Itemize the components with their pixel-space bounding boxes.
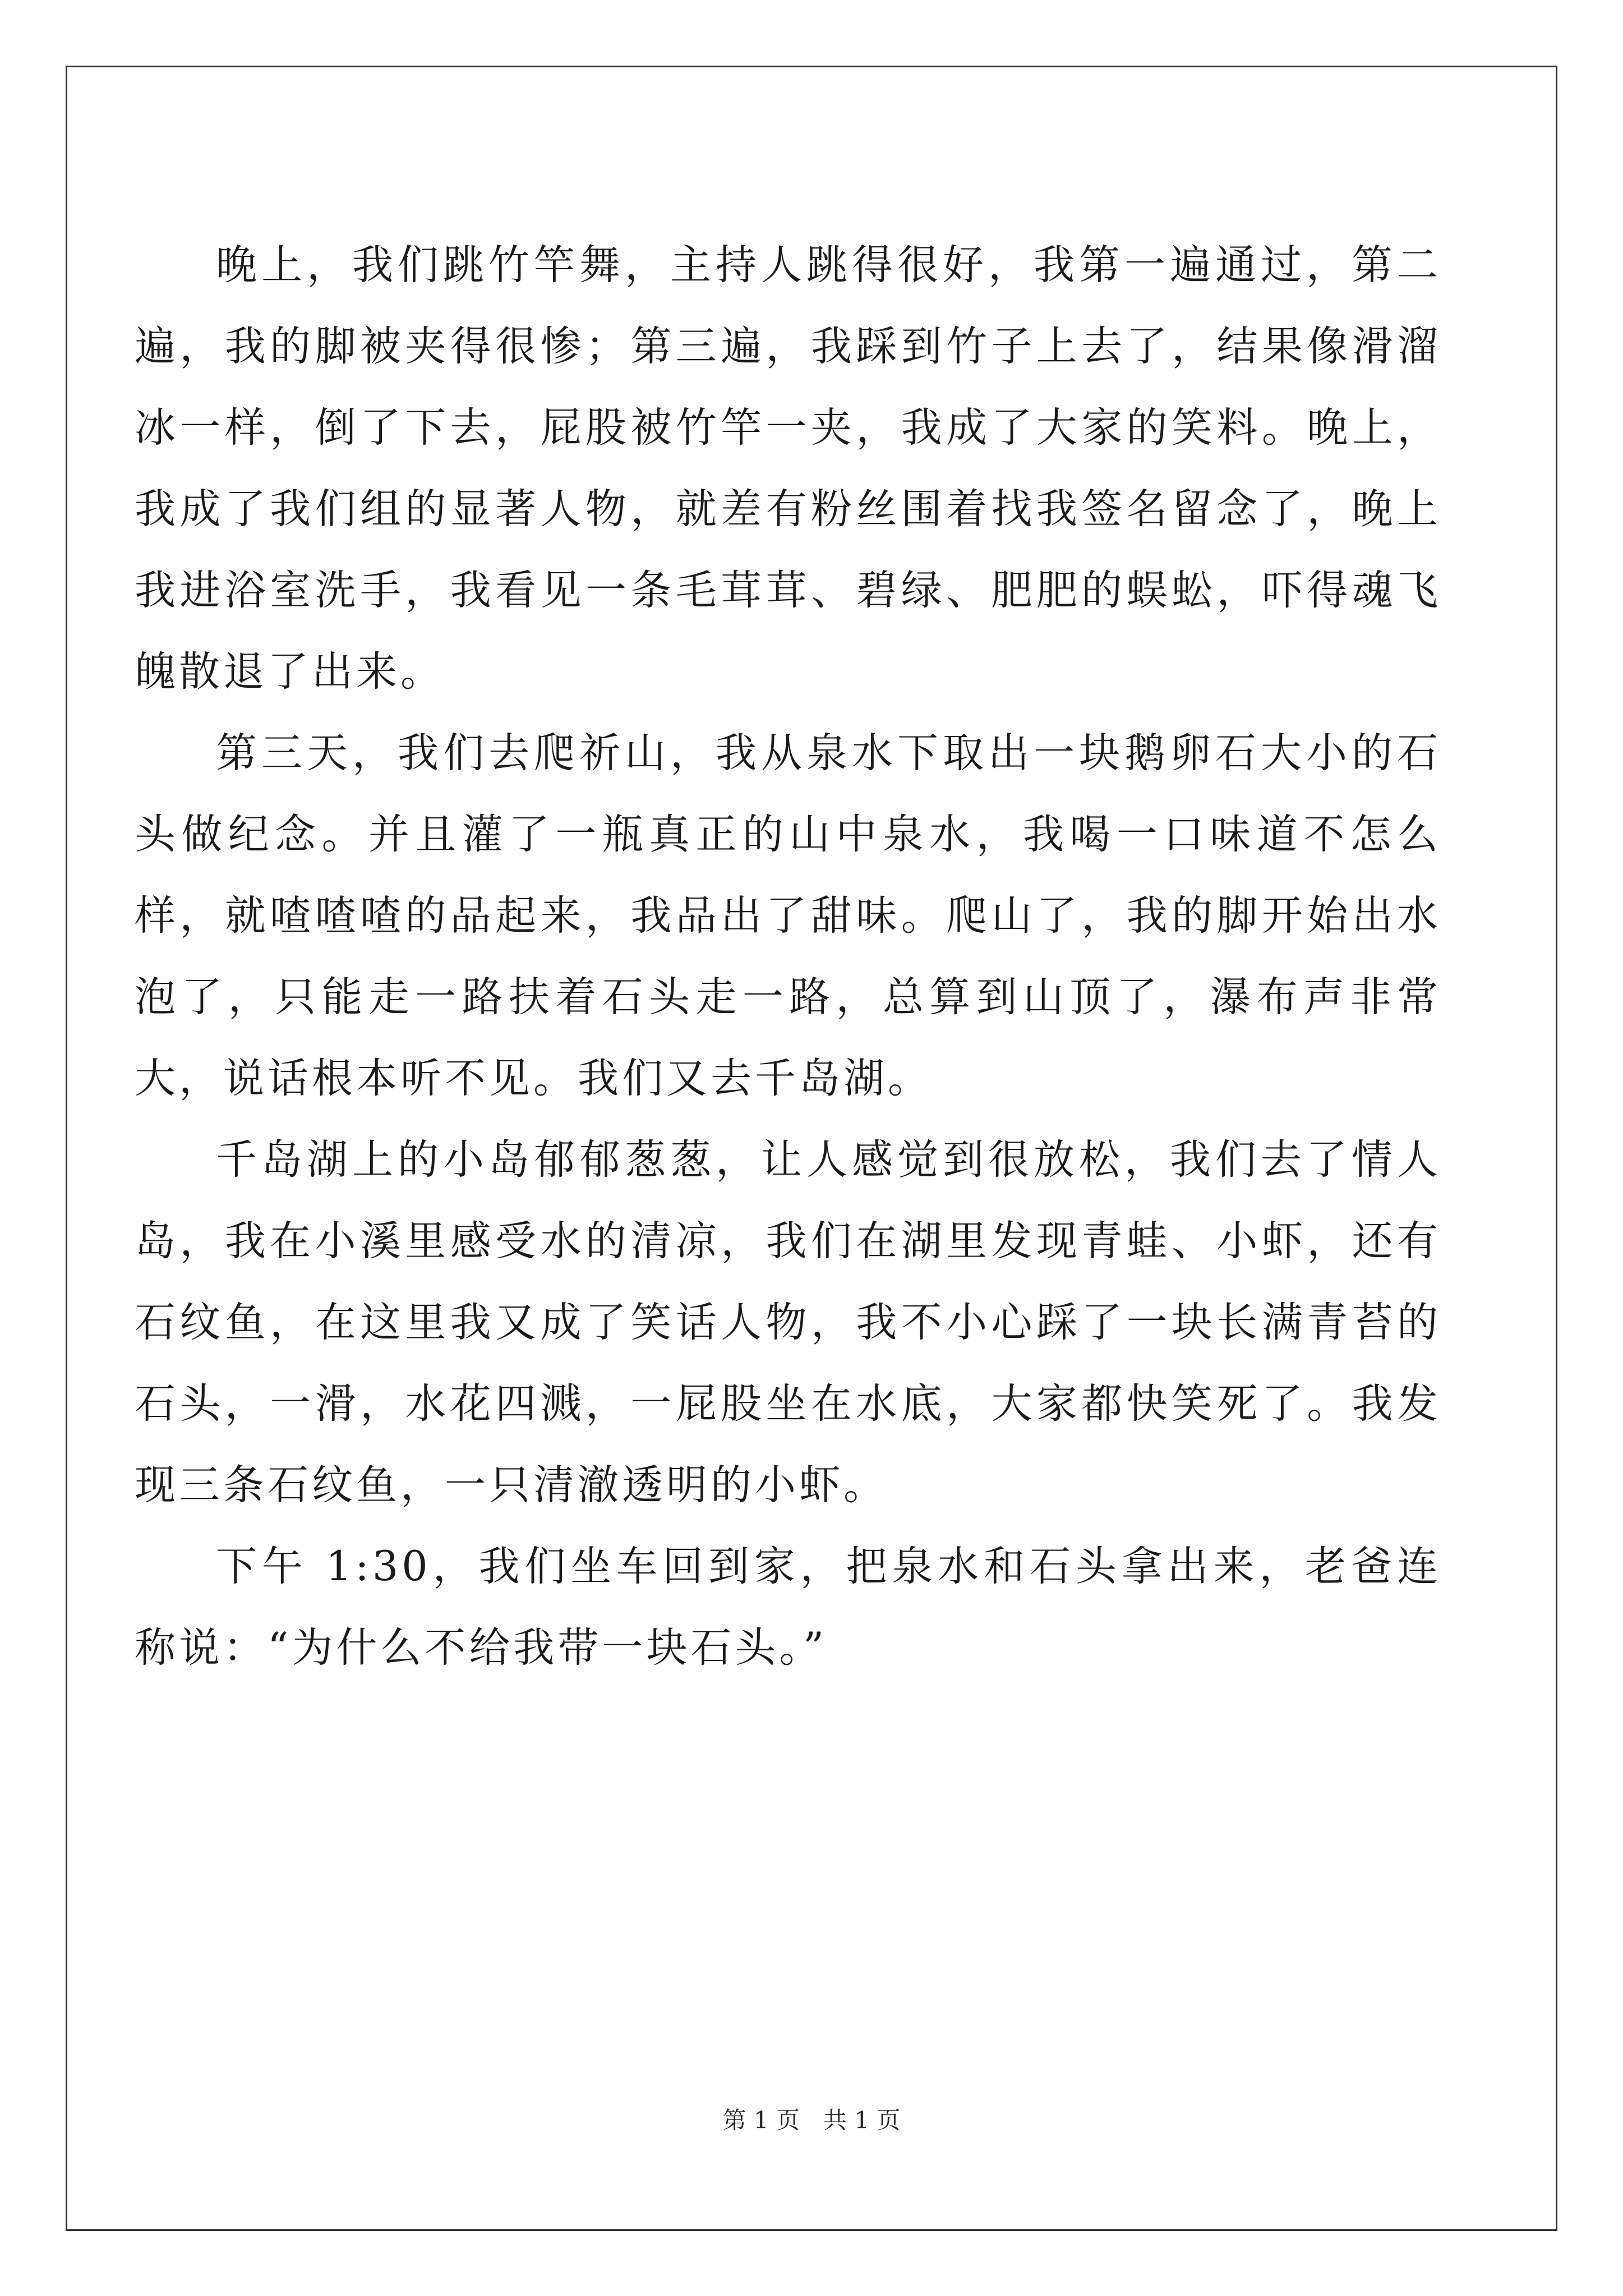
page-number-footer: 第 1 页 共 1 页 [722, 2106, 901, 2134]
paragraph-4: 下午 1:30，我们坐车回到家，把泉水和石头拿出来，老爸连称说：“为什么不给我带一块石头。” [135, 1543, 1441, 1672]
paragraph-3: 千岛湖上的小岛郁郁葱葱，让人感觉到很放松，我们去了情人岛，我在小溪里感受水的清凉，我们在湖里发现青蛙、小虾，还有石纹鱼，在这里我又成了笑话人物，我不小心踩了一块长满青苔的石头，一滑，水花四溅，一屁股坐在水底，大家都快笑死了。我发现三条石纹鱼，一只清澈透明的小虾。 [135, 1136, 1441, 1509]
document-body [135, 224, 1441, 1688]
paragraph-1: 晚上，我们跳竹竿舞，主持人跳得很好，我第一遍通过，第二遍，我的脚被夹得很惨；第三遍，我踩到竹子上去了，结果像滑溜冰一样，倒了下去，屁股被竹竿一夹，我成了大家的笑料。晚上，我成了我们组的显著人物，就差有粉丝围着找我签名留念了，晚上我进浴室洗手，我看见一条毛茸茸、碧绿、肥肥的蜈蚣，吓得魂飞魄散退了出来。 [135, 241, 1441, 696]
paragraph-2: 第三天，我们去爬祈山，我从泉水下取出一块鹅卵石大小的石头做纪念。并且灌了一瓶真正的山中泉水，我喝一口味道不怎么样，就喳喳喳的品起来，我品出了甜味。爬山了，我的脚开始出水泡了，只能走一路扶着石头走一路，总算到山顶了，瀑布声非常大，说话根本听不见。我们又去千岛湖。 [135, 729, 1441, 1102]
